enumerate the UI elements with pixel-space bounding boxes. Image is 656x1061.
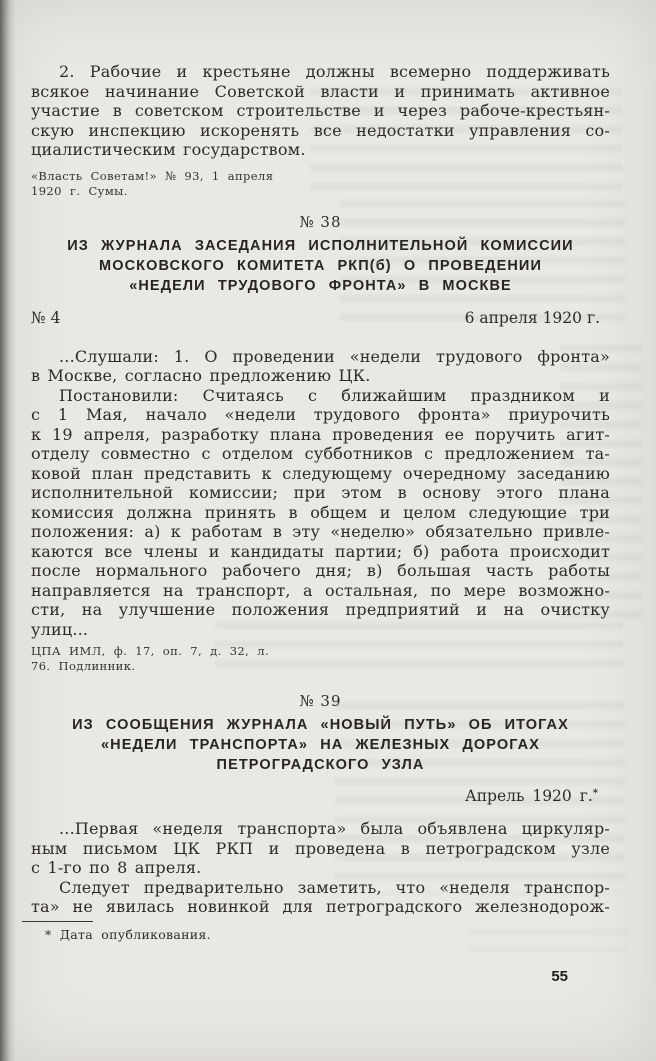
doc39-number-label: № 39	[299, 692, 342, 710]
doc38-body-line: улиц...	[31, 619, 89, 639]
doc38-body-line: комиссия должна принять в общем и целом следующие три	[31, 502, 610, 522]
doc39-paragraph-2	[31, 878, 610, 917]
doc38-item-number: № 4	[31, 308, 61, 327]
doc38-number-label: № 38	[299, 212, 342, 231]
intro-line: скую инспекцию искоренять все недостатки управления со-	[31, 120, 610, 140]
doc39-title-line: «НЕДЕЛИ ТРАНСПОРТА» НА ЖЕЛЕЗНЫХ ДОРОГАХ	[101, 737, 540, 753]
doc39-paragraph-1	[31, 819, 610, 878]
doc39-title-line: ПЕТРОГРАДСКОГО УЗЛА	[216, 757, 425, 773]
spacer	[31, 328, 610, 347]
intro-paragraph	[31, 62, 610, 160]
doc39-body-line: ...Первая «неделя транспорта» была объявлена циркуляр-	[59, 819, 610, 838]
doc38-body-line: с 1 Мая, начало «недели трудового фронта» приурочить	[31, 405, 610, 424]
doc38-title	[31, 236, 610, 296]
doc38-body-line: в Москве, согласно предложению ЦК.	[31, 366, 371, 385]
doc38-meta-row	[31, 308, 610, 328]
doc38-body-line: после нормального рабочего дня; в) большая часть работы	[31, 561, 610, 580]
doc38-body-line: отделу совместно с отделом субботников с предложением та-	[31, 444, 610, 463]
intro-line: 2. Рабочие и крестьяне должны всемерно поддерживать	[59, 62, 610, 81]
doc38-body-line: направляется на транспорт, а остальная, по мере возможно-	[31, 580, 610, 600]
doc38-body-line: ...Слушали: 1. О проведении «недели трудового фронта»	[59, 346, 610, 366]
footnote-text: * Дата опубликования.	[45, 926, 211, 942]
doc39-title	[31, 715, 610, 775]
doc38-paragraph-1	[31, 347, 610, 386]
page-number: 55	[551, 967, 568, 985]
doc38-body-line: положения: а) к работам в эту «неделю» обязательно привле-	[31, 522, 610, 541]
scan-shadow-left-edge	[0, 0, 16, 1061]
doc38-body-line: Постановили: Считаясь с ближайшим праздником и	[59, 385, 610, 405]
doc39-title-line: ИЗ СООБЩЕНИЯ ЖУРНАЛА «НОВЫЙ ПУТЬ» ОБ ИТОГАХ	[72, 717, 569, 733]
doc38-paragraph-2	[31, 386, 610, 640]
doc38-title-line: ИЗ ЖУРНАЛА ЗАСЕДАНИЯ ИСПОЛНИТЕЛЬНОЙ КОМИССИИ	[67, 237, 574, 254]
footnote-marker: *	[592, 788, 598, 799]
doc38-source	[31, 644, 610, 674]
doc39-body-line: ным письмом ЦК РКП и проведена в петроградском узле	[31, 838, 610, 858]
source-citation-line: «Власть Советам!» № 93, 1 апреля	[31, 168, 274, 183]
doc38-body-line: каются все члены и кандидаты партии; б) работа происходит	[31, 541, 610, 561]
footnote-rule	[22, 921, 93, 922]
doc39-body-line: та» не явилась новинкой для петроградского железнодорож-	[31, 897, 610, 916]
doc38-body-line: исполнительной комиссии; при этом в основу этого плана	[31, 483, 610, 502]
doc38-body-line: сти, на улучшение положения предприятий и на очистку	[31, 600, 610, 619]
doc39-body-line: с 1-го по 8 апреля.	[31, 858, 202, 877]
intro-line: циалистическим государством.	[31, 140, 306, 159]
doc39-date-text: Апрель 1920 г.	[464, 787, 593, 805]
doc38-date: 6 апреля 1920 г.	[464, 308, 600, 327]
spacer	[31, 806, 610, 819]
doc39-date	[31, 784, 610, 806]
doc38-body-line: ковой план представить к следующему очередному заседанию	[31, 463, 610, 483]
intro-line: всякое начинание Советской власти и принимать активное	[31, 81, 610, 101]
doc38-title-line: «НЕДЕЛИ ТРУДОВОГО ФРОНТА» В МОСКВЕ	[129, 277, 512, 294]
source-citation-line: 1920 г. Сумы.	[31, 183, 128, 198]
doc38-title-line: МОСКОВСКОГО КОМИТЕТА РКП(б) О ПРОВЕДЕНИИ	[99, 257, 542, 274]
source-citation	[31, 169, 610, 199]
doc38-source-line: 76. Подлинник.	[31, 659, 136, 673]
doc39-body-line: Следует предварительно заметить, что «неделя транспор-	[59, 877, 610, 897]
doc38-body-line: к 19 апреля, разработку плана проведения ее поручить агит-	[31, 424, 610, 444]
intro-line: участие в советском строительстве и через рабоче-крестьян-	[31, 101, 610, 120]
doc38-source-line: ЦПА ИМЛ, ф. 17, оп. 7, д. 32, л.	[31, 644, 270, 658]
